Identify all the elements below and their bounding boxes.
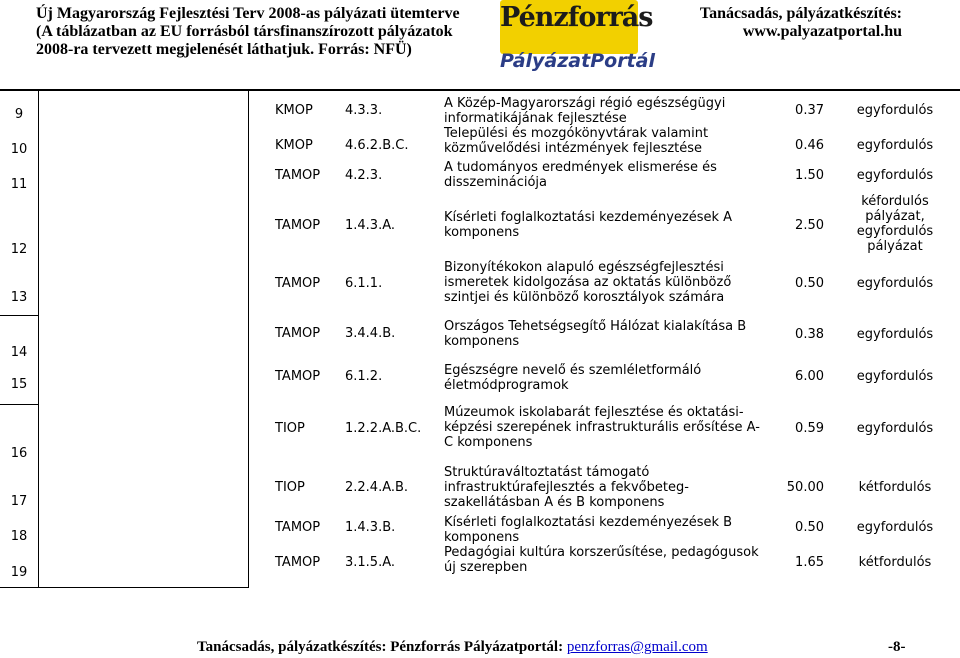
code-cell: 2.2.4.A.B. [345, 480, 409, 495]
title-cell: A tudományos eredmények elismerése és disszeminációja [444, 160, 717, 190]
type-cell: kéfordulós pályázat, egyfordulós pályázat [856, 194, 934, 254]
row-number: 11 [10, 177, 28, 192]
footer-text: Tanácsadás, pályázatkészítés: Pénzforrás Pályázatportál: [197, 639, 564, 655]
amount-cell: 0.38 [795, 327, 824, 342]
table-group-divider [0, 404, 38, 405]
title-cell: Struktúraváltoztatást támogató infrastruktúrafejlesztés a fekvőbeteg-szakellátásban A és B komponens [444, 465, 689, 510]
code-cell: 4.3.3. [345, 103, 383, 118]
footer-contact [197, 639, 708, 656]
header-right-line-1: Tanácsadás, pályázatkészítés: [699, 5, 902, 22]
title-cell: Múzeumok iskolabarát fejlesztése és oktatási-képzési szerepének infrastrukturális erősítése A-C komponens [444, 405, 760, 450]
code-cell: 1.4.3.B. [345, 520, 396, 535]
code-cell: 1.2.2.A.B.C. [345, 421, 422, 436]
type-cell: egyfordulós [856, 421, 934, 436]
title-cell: Bizonyítékokon alapuló egészségfejlesztési ismeretek kidolgozása az oktatás különböző szintjei és különböző korosztályok számára [444, 260, 732, 305]
header-right [700, 5, 902, 41]
header-website: www.palyazatportal.hu [742, 23, 902, 40]
page-header [0, 0, 960, 90]
header-divider [0, 89, 960, 91]
logo-title: Pénzforrás [500, 2, 653, 33]
header-line-3: 2008-ra tervezett megjelenését láthatjuk. Forrás: NFÜ) [36, 41, 412, 58]
program-cell: TAMOP [275, 168, 321, 183]
amount-cell: 0.59 [795, 421, 824, 436]
row-number: 12 [10, 242, 28, 257]
row-number: 9 [14, 107, 24, 122]
title-cell: Kísérleti foglalkoztatási kezdeményezések B komponens [444, 515, 733, 545]
type-cell: egyfordulós [856, 276, 934, 291]
code-cell: 6.1.1. [345, 276, 383, 291]
header-left [36, 5, 460, 59]
title-cell: Egészségre nevelő és szemléletformáló életmódprogramok [444, 363, 702, 393]
row-number: 16 [10, 446, 28, 461]
page-number: -8- [888, 639, 906, 655]
row-number: 13 [10, 290, 28, 305]
row-number: 19 [10, 565, 28, 580]
amount-cell: 1.65 [795, 555, 824, 570]
type-cell: egyfordulós [856, 369, 934, 384]
amount-cell: 50.00 [786, 480, 824, 495]
program-cell: TIOP [275, 480, 305, 495]
program-cell: TAMOP [275, 520, 321, 535]
row-number: 15 [10, 377, 28, 392]
amount-cell: 0.50 [795, 276, 824, 291]
logo-subtitle: PályázatPortál [500, 50, 655, 72]
type-cell: egyfordulós [856, 520, 934, 535]
type-cell: kétfordulós [858, 480, 932, 495]
code-cell: 1.4.3.A. [345, 218, 396, 233]
type-cell: kétfordulós [858, 555, 932, 570]
title-cell: Pedagógiai kultúra korszerűsítése, pedagógusok új szerepben [444, 545, 759, 575]
code-cell: 3.4.4.B. [345, 326, 396, 341]
amount-cell: 0.46 [795, 138, 824, 153]
program-cell: TAMOP [275, 218, 321, 233]
type-cell: egyfordulós [856, 327, 934, 342]
code-cell: 3.1.5.A. [345, 555, 396, 570]
amount-cell: 0.50 [795, 520, 824, 535]
row-number: 14 [10, 345, 28, 360]
program-cell: TAMOP [275, 326, 321, 341]
title-cell: A Közép-Magyarországi régió egészségügyi informatikájának fejlesztése [444, 96, 726, 126]
amount-cell: 2.50 [795, 218, 824, 233]
type-cell: egyfordulós [856, 168, 934, 183]
table-group-divider [0, 315, 38, 316]
row-number: 17 [10, 494, 28, 509]
program-cell: TAMOP [275, 555, 321, 570]
title-cell: Kísérleti foglalkoztatási kezdeményezések A komponens [444, 210, 733, 240]
row-number: 18 [10, 529, 28, 544]
program-cell: KMOP [275, 138, 313, 153]
table-column-divider [248, 90, 249, 588]
amount-cell: 6.00 [795, 369, 824, 384]
type-cell: egyfordulós [856, 138, 934, 153]
program-cell: TIOP [275, 421, 305, 436]
row-number: 10 [10, 142, 28, 157]
table-bottom-border [0, 587, 249, 588]
amount-cell: 1.50 [795, 168, 824, 183]
header-line-2: (A táblázatban az EU forrásból társfinanszírozott pályázatok [36, 23, 453, 40]
code-cell: 4.2.3. [345, 168, 383, 183]
amount-cell: 0.37 [795, 103, 824, 118]
type-cell: egyfordulós [856, 103, 934, 118]
title-cell: Országos Tehetségsegítő Hálózat kialakítása B komponens [444, 319, 747, 349]
title-cell: Települési és mozgókönyvtárak valamint közművelődési intézmények fejlesztése [444, 126, 709, 156]
program-cell: KMOP [275, 103, 313, 118]
code-cell: 4.6.2.B.C. [345, 138, 409, 153]
penzforras-logo [500, 0, 655, 88]
code-cell: 6.1.2. [345, 369, 383, 384]
header-line-1: Új Magyarország Fejlesztési Terv 2008-as pályázati ütemterve [36, 5, 460, 22]
program-cell: TAMOP [275, 369, 321, 384]
program-cell: TAMOP [275, 276, 321, 291]
footer-email-link[interactable]: penzforras@gmail.com [566, 639, 708, 655]
table-column-divider [38, 90, 39, 588]
